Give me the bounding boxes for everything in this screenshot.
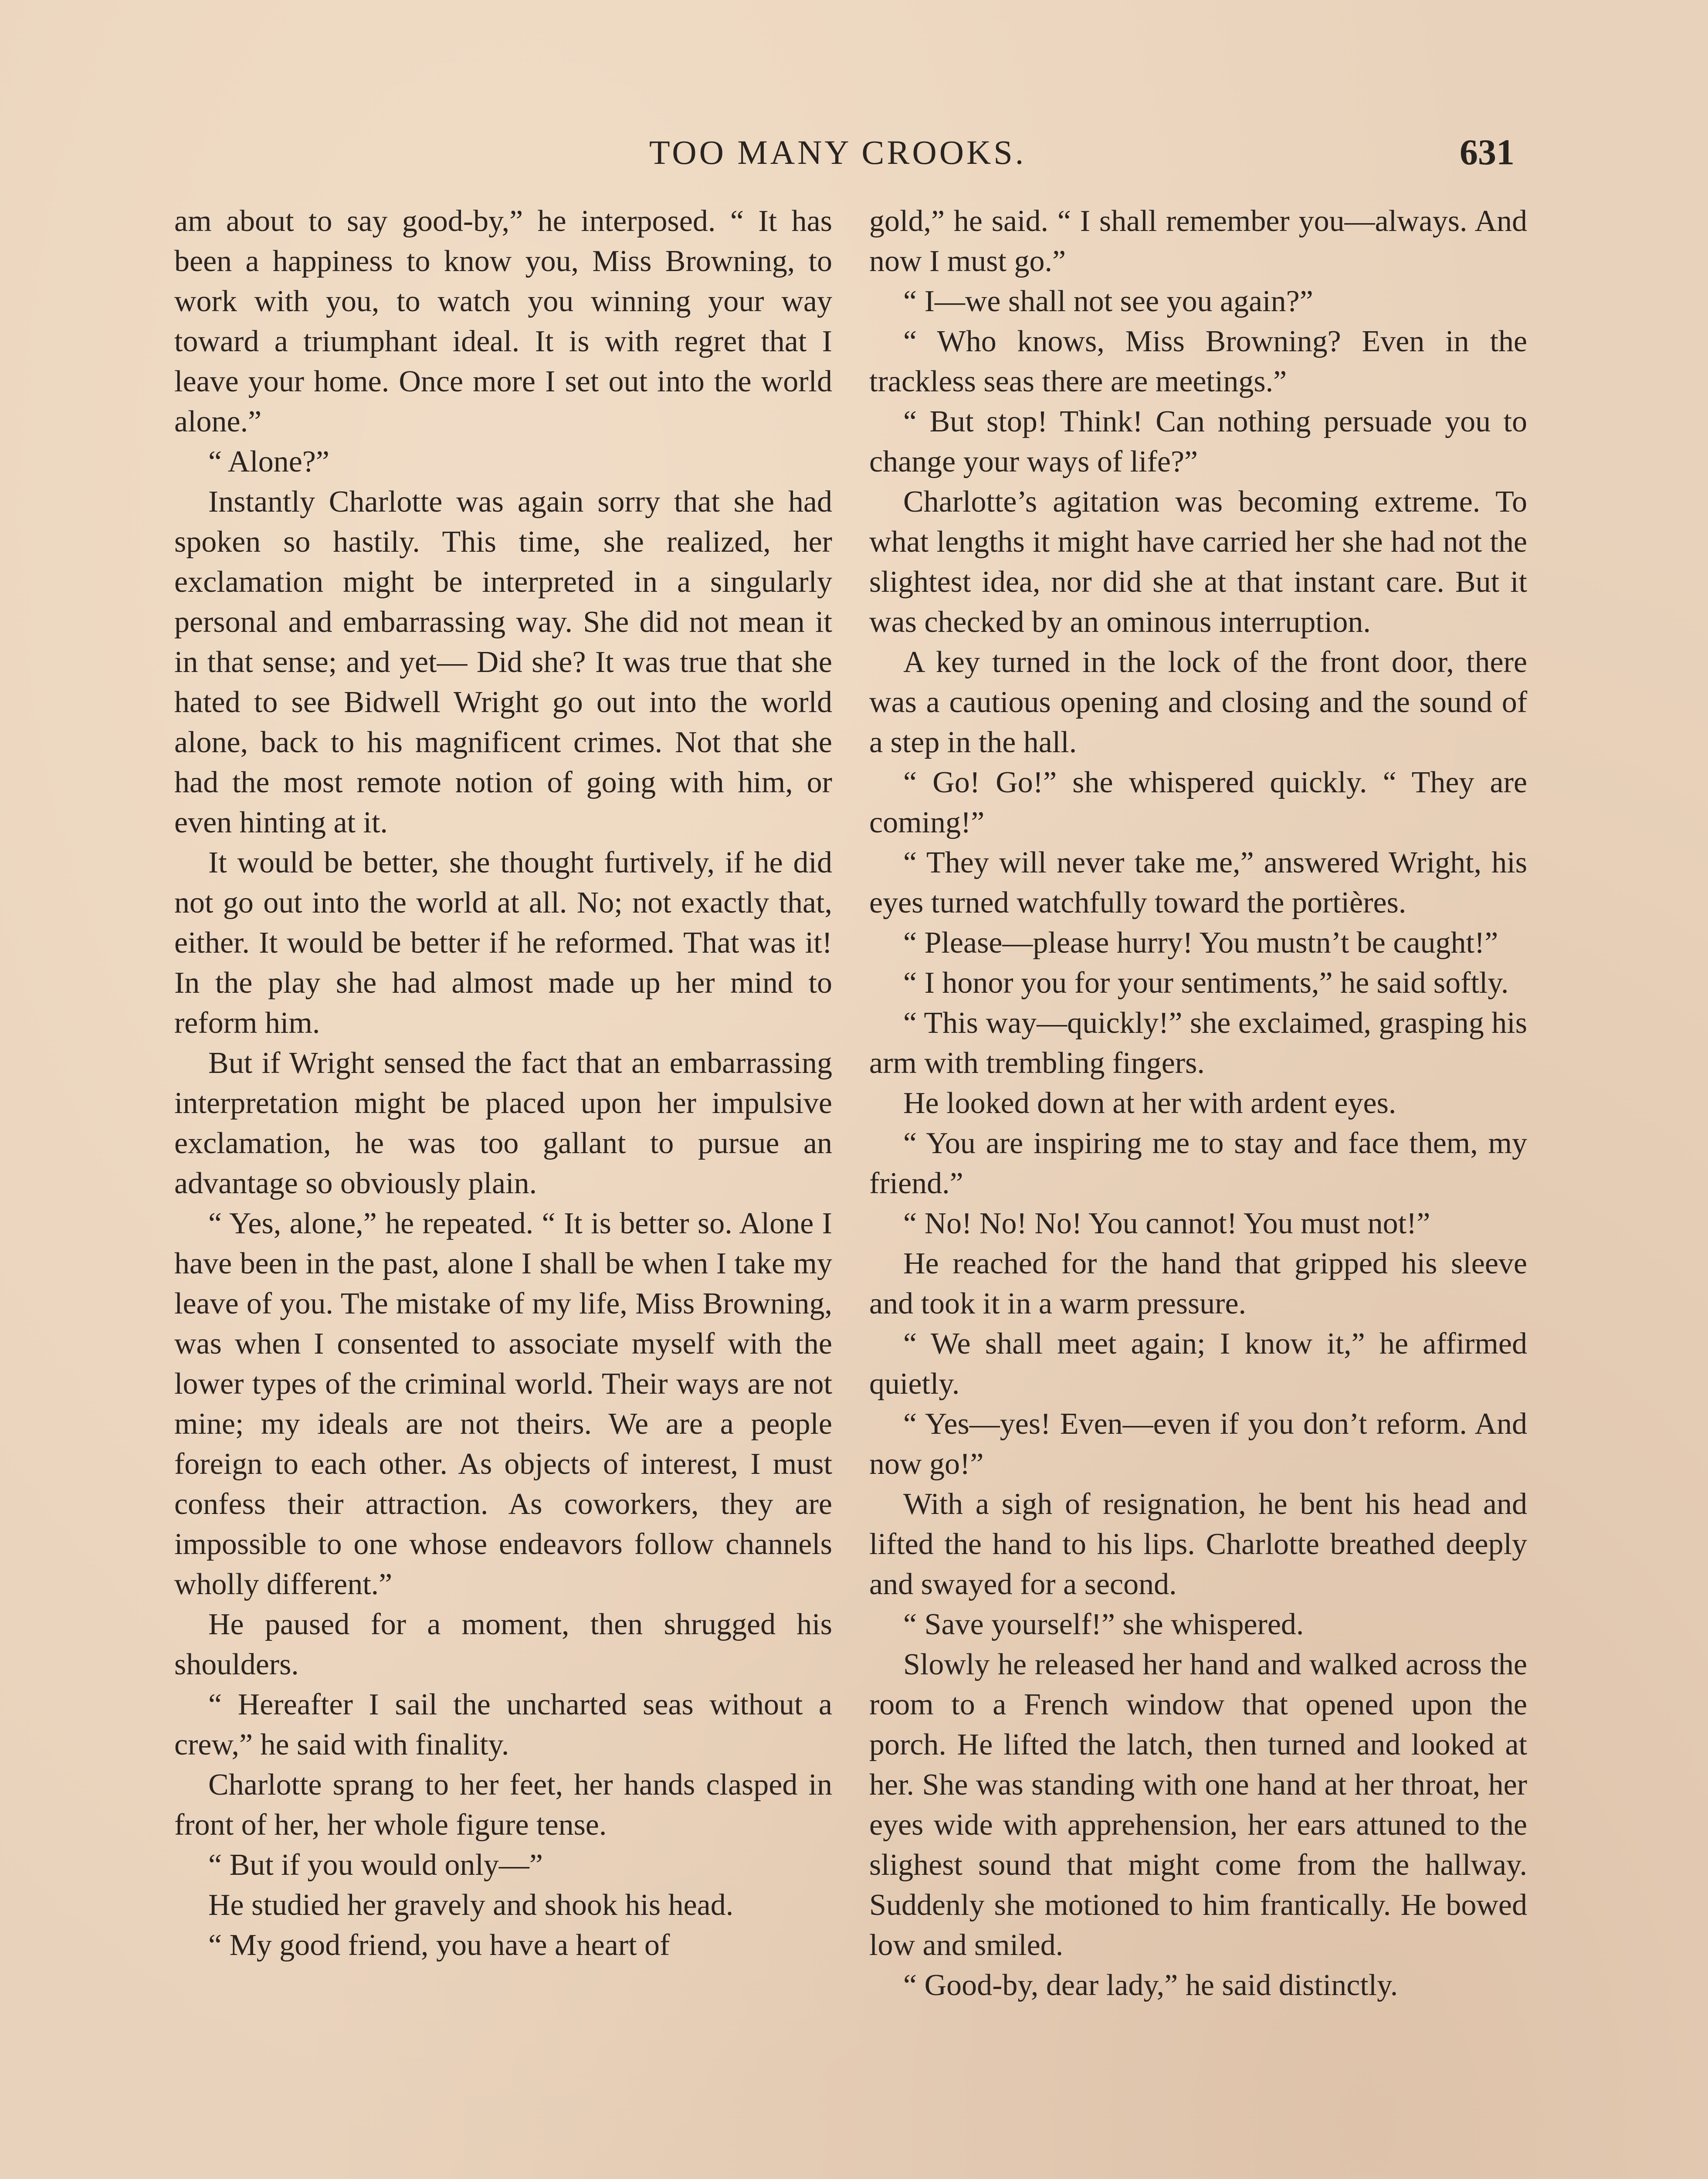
paragraph: “ Yes, alone,” he repeated. “ It is better so. Alone I have been in the past, alone I shall be when I take my leave of you. The mistake of my life, Miss Browning, was when I consented to associate myself with the lower types of the criminal world. Their ways are not mine; my ideals are not theirs. We are a people foreign to each other. As objects of interest, I must confess their attraction. As coworkers, they are impossible to one whose endeavors follow channels wholly different.” [174,1207,832,1601]
paragraph: “ I honor you for your sentiments,” he said softly. [903,966,1509,1000]
paragraph: gold,” he said. “ I shall remember you—always. And now I must go.” [869,204,1527,278]
paragraph: Charlotte sprang to her feet, her hands clasped in front of her, her whole figure tense. [174,1768,832,1842]
paragraph: With a sigh of resignation, he bent his head and lifted the hand to his lips. Charlotte breathed deeply and swayed for a second. [869,1487,1527,1601]
paragraph: “ Good-by, dear lady,” he said distinctly. [903,1969,1398,2002]
paragraph: “ My good friend, you have a heart of [208,1928,670,1962]
paragraph: He paused for a moment, then shrugged his shoulders. [174,1608,832,1681]
paragraph: “ No! No! No! You cannot! You must not!” [903,1207,1430,1240]
paragraph: “ We shall meet again; I know it,” he affirmed quietly. [869,1327,1527,1401]
paragraph: A key turned in the lock of the front door, there was a cautious opening and closing and the sound of a step in the hall. [869,645,1527,759]
running-header [0,129,1708,176]
paragraph: “ Please—please hurry! You mustn’t be caught!” [903,926,1498,960]
paragraph: “ Hereafter I sail the uncharted seas without a crew,” he said with finality. [174,1688,832,1762]
paragraph: It would be better, she thought furtively, if he did not go out into the world at all. No; not exactly that, either. It would be better if he reformed. That was it! In the play she had almost made up her mind to reform him. [174,846,832,1040]
paragraph: “ Save yourself!” she whispered. [903,1608,1304,1641]
paragraph: am about to say good-by,” he interposed. “ It has been a happiness to know you, Miss Browning, to work with you, to watch you winning your way toward a triumphant ideal. It is with regret that I leave your home. Once more I set out into the world alone.” [174,204,832,438]
paragraph: “ Yes—yes! Even—even if you don’t reform. And now go!” [869,1407,1527,1481]
paragraph: “ Who knows, Miss Browning? Even in the trackless seas there are meetings.” [869,325,1527,398]
running-title: TOO MANY CROOKS. [649,133,1027,171]
paragraph: “ This way—quickly!” she exclaimed, grasping his arm with trembling fingers. [869,1006,1527,1080]
right-column [869,201,1527,2006]
page-number: 631 [1460,132,1515,173]
paragraph: But if Wright sensed the fact that an embarrassing interpretation might be placed upon her impulsive exclamation, he was too gallant to pursue an advantage so obviously plain. [174,1046,832,1200]
paragraph: Charlotte’s agitation was becoming extreme. To what lengths it might have carried her she had not the slightest idea, nor did she at that instant care. But it was checked by an ominous interruption. [869,485,1527,639]
paragraph: “ Alone?” [208,445,329,479]
paragraph: Instantly Charlotte was again sorry that she had spoken so hastily. This time, she realized, her exclamation might be interpreted in a singularly personal and embarrassing way. She did not mean it in that sense; and yet— Did she? It was true that she hated to see Bidwell Wright go out into the world alone, back to his magnificent crimes. Not that she had the most remote notion of going with him, or even hinting at it. [174,485,832,839]
left-column [174,201,832,1965]
paragraph: He reached for the hand that gripped his sleeve and took it in a warm pressure. [869,1247,1527,1320]
paragraph: “ You are inspiring me to stay and face them, my friend.” [869,1127,1527,1200]
paragraph: He looked down at her with ardent eyes. [903,1086,1396,1120]
paragraph: “ I—we shall not see you again?” [903,285,1313,318]
paragraph: “ But if you would only—” [208,1848,543,1882]
paragraph: “ But stop! Think! Can nothing persuade you to change your ways of life?” [869,405,1527,479]
paragraph: “ They will never take me,” answered Wright, his eyes turned watchfully toward the portières. [869,846,1527,920]
paragraph: “ Go! Go!” she whispered quickly. “ They are coming!” [869,766,1527,839]
paragraph: Slowly he released her hand and walked across the room to a French window that opened upon the porch. He lifted the latch, then turned and looked at her. She was standing with one hand at her throat, her eyes wide with apprehension, her ears attuned to the slighest sound that might come from the hallway. Suddenly she motioned to him frantically. He bowed low and smiled. [869,1648,1527,1962]
paragraph: He studied her gravely and shook his head. [208,1888,734,1922]
